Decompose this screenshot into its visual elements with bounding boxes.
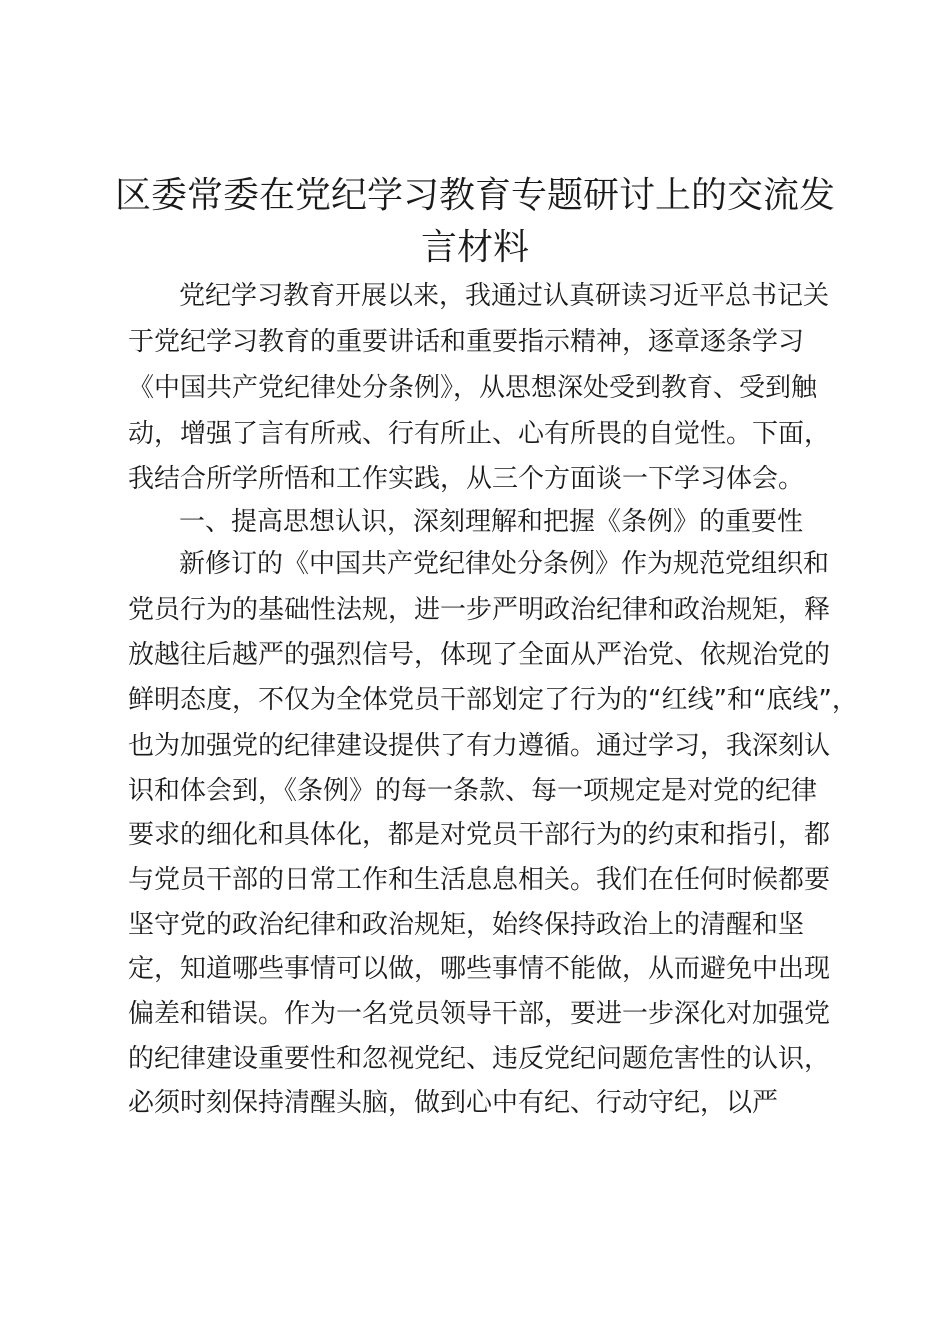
paragraph-line: 党纪学习教育开展以来，我通过认真研读习近平总书记关 — [179, 281, 830, 311]
paragraph-line: 于党纪学习教育的重要讲话和重要指示精神，逐章逐条学习 — [128, 327, 805, 357]
paragraph-line: 的纪律建设重要性和忽视党纪、违反党纪问题危害性的认识， — [128, 1044, 831, 1074]
paragraph-line: 要求的细化和具体化，都是对党员干部行为的约束和指引，都 — [128, 820, 831, 850]
paragraph-line: 新修订的《中国共产党纪律处分条例》作为规范党组织和 — [179, 549, 830, 579]
paragraph-line: 鲜明态度，不仅为全体党员干部划定了行为的“红线”和“底线”， — [128, 685, 858, 715]
paragraph-line: 放越往后越严的强烈信号，体现了全面从严治党、依规治党的 — [128, 640, 831, 670]
paragraph-line: 与党员干部的日常工作和生活息息相关。我们在任何时候都要 — [128, 865, 831, 895]
paragraph-line: 偏差和错误。作为一名党员领导干部，要进一步深化对加强党 — [128, 999, 831, 1029]
paragraph-line: 坚守党的政治纪律和政治规矩，始终保持政治上的清醒和坚 — [128, 910, 805, 940]
paragraph-line: 动，增强了言有所戒、行有所止、心有所畏的自觉性。下面， — [128, 419, 831, 449]
paragraph-line: 党员行为的基础性法规，进一步严明政治纪律和政治规矩，释 — [128, 595, 831, 625]
paragraph-line: 定，知道哪些事情可以做，哪些事情不能做，从而避免中出现 — [128, 954, 831, 984]
paragraph-line: 我结合所学所悟和工作实践，从三个方面谈一下学习体会。 — [128, 464, 805, 494]
paragraph-line: 《中国共产党纪律处分条例》，从思想深处受到教育、受到触 — [128, 373, 818, 403]
paragraph-line: 识和体会到，《条例》的每一条款、每一项规定是对党的纪律 — [128, 776, 818, 806]
document-title-line-1: 区委常委在党纪学习教育专题研讨上的交流发 — [114, 175, 835, 216]
paragraph-line: 必须时刻保持清醒头脑，做到心中有纪、行动守纪，以严 — [128, 1088, 779, 1118]
paragraph-line: 也为加强党的纪律建设提供了有力遵循。通过学习，我深刻认 — [128, 731, 831, 761]
section-heading: 一、提高思想认识，深刻理解和把握《条例》的重要性 — [179, 507, 804, 537]
document-title-line-2: 言材料 — [420, 227, 529, 268]
